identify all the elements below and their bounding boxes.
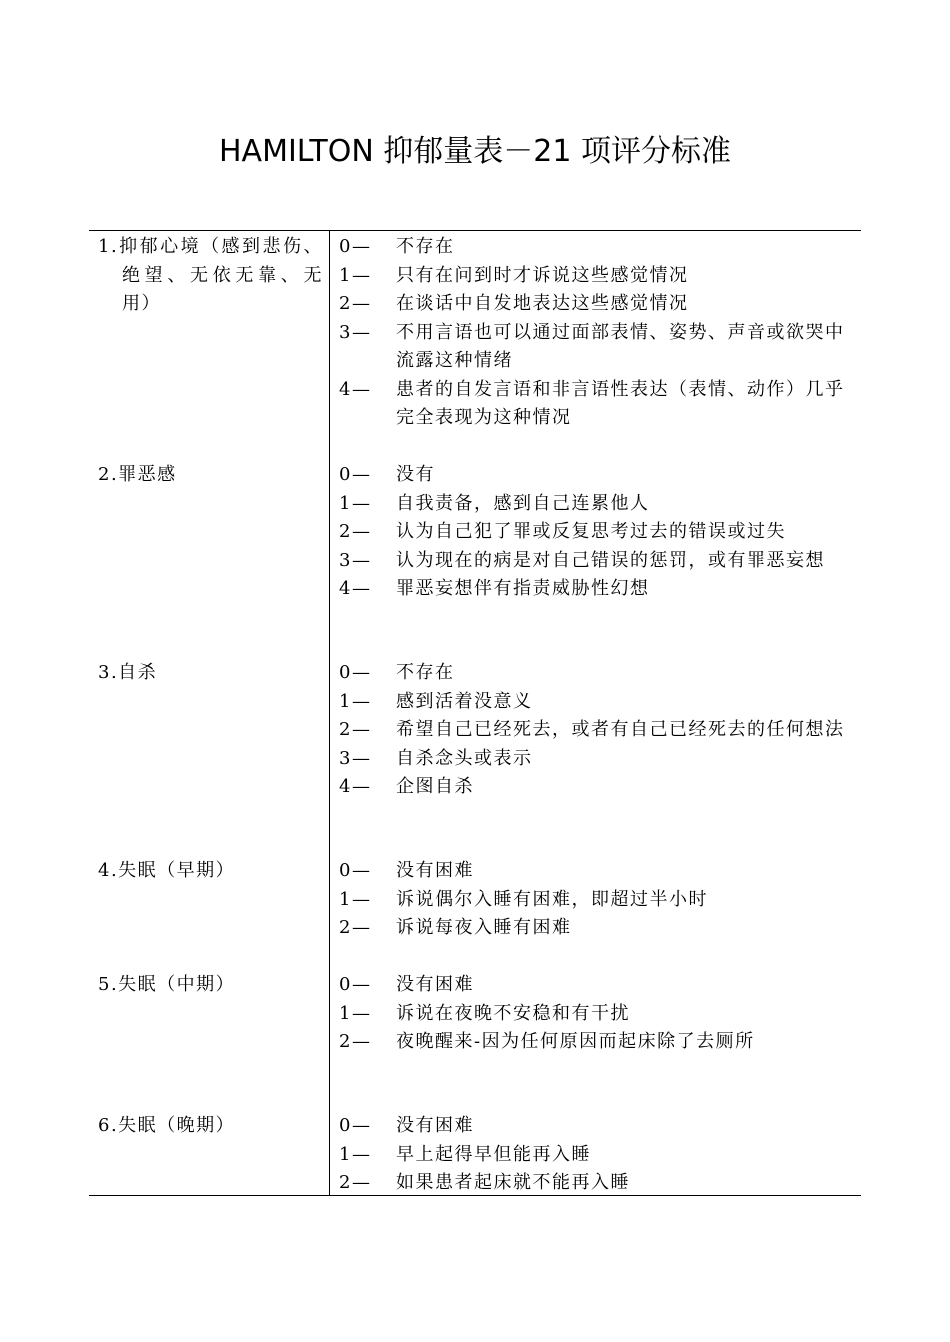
option-code: 1— [339, 1002, 372, 1024]
option-text: 诉说在夜晚不安稳和有干扰 [396, 1002, 630, 1024]
option-text: 不用言语也可以通过面部表情、姿势、声音或欲哭中流露这种情绪 [396, 321, 845, 371]
option-code: 1— [339, 690, 372, 712]
option-code: 0— [339, 236, 372, 257]
option-4 [339, 773, 854, 802]
option-text: 没有困难 [396, 860, 474, 881]
option-code: 2— [339, 719, 372, 740]
option-1 [339, 490, 854, 519]
option-text: 希望自己已经死去，或者有自己已经死去的任何想法 [396, 719, 845, 740]
option-text: 诉说偶尔入睡有困难，即超过半小时 [396, 888, 708, 910]
option-text: 在谈话中自发地表达这些感觉情况 [396, 293, 689, 314]
option-text: 早上起得早但能再入睡 [396, 1143, 591, 1165]
option-text: 自杀念头或表示 [396, 747, 533, 769]
option-2 [339, 518, 854, 547]
option-code: 1— [339, 888, 372, 910]
option-3 [339, 547, 854, 576]
option-list [339, 659, 854, 802]
option-text: 只有在问到时才诉说这些感觉情况 [396, 264, 689, 286]
option-code: 4— [339, 578, 372, 599]
option-code: 2— [339, 521, 372, 542]
option-2 [339, 1169, 854, 1198]
option-1 [339, 1000, 854, 1029]
option-text: 没有 [396, 464, 435, 485]
option-text: 认为现在的病是对自己错误的惩罚，或有罪恶妄想 [396, 549, 825, 571]
option-text: 没有困难 [396, 1115, 474, 1136]
column-divider [329, 231, 330, 1195]
item-label: 4.失眠（早期） [98, 860, 236, 881]
option-text: 不存在 [396, 662, 455, 683]
option-text: 夜晚醒来-因为任何原因而起床除了去厕所 [396, 1031, 755, 1052]
option-1 [339, 1141, 854, 1170]
option-1 [339, 688, 854, 717]
option-text: 企图自杀 [396, 776, 474, 797]
option-code: 0— [339, 464, 372, 485]
item-label: 6.失眠（晚期） [98, 1115, 236, 1136]
item-label: 1.抑郁心境（感到悲伤、绝望、无依无靠、无用） [98, 236, 323, 314]
option-code: 1— [339, 264, 372, 286]
option-code: 0— [339, 860, 372, 881]
option-1 [339, 886, 854, 915]
option-code: 3— [339, 747, 372, 769]
option-code: 1— [339, 492, 372, 514]
option-list [339, 233, 854, 433]
option-0 [339, 659, 854, 688]
option-code: 0— [339, 974, 372, 995]
option-text: 没有困难 [396, 974, 474, 995]
option-code: 2— [339, 293, 372, 314]
option-0 [339, 233, 854, 262]
option-text: 罪恶妄想伴有指责威胁性幻想 [396, 578, 650, 599]
option-3 [339, 745, 854, 774]
option-0 [339, 971, 854, 1000]
option-text: 不存在 [396, 236, 455, 257]
item-label: 5.失眠（中期） [98, 974, 236, 995]
option-text: 如果患者起床就不能再入睡 [396, 1172, 630, 1193]
option-code: 4— [339, 776, 372, 797]
option-code: 0— [339, 1115, 372, 1136]
option-code: 2— [339, 1172, 372, 1193]
option-text: 患者的自发言语和非言语性表达（表情、动作）几乎完全表现为这种情况 [396, 378, 845, 428]
option-text: 诉说每夜入睡有困难 [396, 917, 572, 938]
option-list [339, 1112, 854, 1198]
option-list [339, 857, 854, 943]
option-2 [339, 290, 854, 319]
option-code: 1— [339, 1143, 372, 1165]
option-0 [339, 461, 854, 490]
option-1 [339, 262, 854, 291]
option-2 [339, 914, 854, 943]
option-4 [339, 376, 854, 433]
option-text: 感到活着没意义 [396, 690, 533, 712]
option-list [339, 461, 854, 604]
option-0 [339, 1112, 854, 1141]
rating-table [89, 230, 861, 1196]
option-code: 2— [339, 1031, 372, 1052]
option-3 [339, 319, 854, 376]
option-code: 2— [339, 917, 372, 938]
option-2 [339, 1028, 854, 1057]
item-label: 2.罪恶感 [98, 464, 177, 485]
option-list [339, 971, 854, 1057]
option-code: 3— [339, 321, 372, 343]
option-0 [339, 857, 854, 886]
option-2 [339, 716, 854, 745]
option-text: 认为自己犯了罪或反复思考过去的错误或过失 [396, 521, 786, 542]
page-title: HAMILTON 抑郁量表－21 项评分标准 [218, 134, 732, 169]
option-code: 0— [339, 662, 372, 683]
option-text: 自我责备，感到自己连累他人 [396, 492, 650, 514]
option-code: 4— [339, 378, 372, 400]
item-label: 3.自杀 [98, 662, 158, 683]
option-4 [339, 575, 854, 604]
option-code: 3— [339, 549, 372, 571]
